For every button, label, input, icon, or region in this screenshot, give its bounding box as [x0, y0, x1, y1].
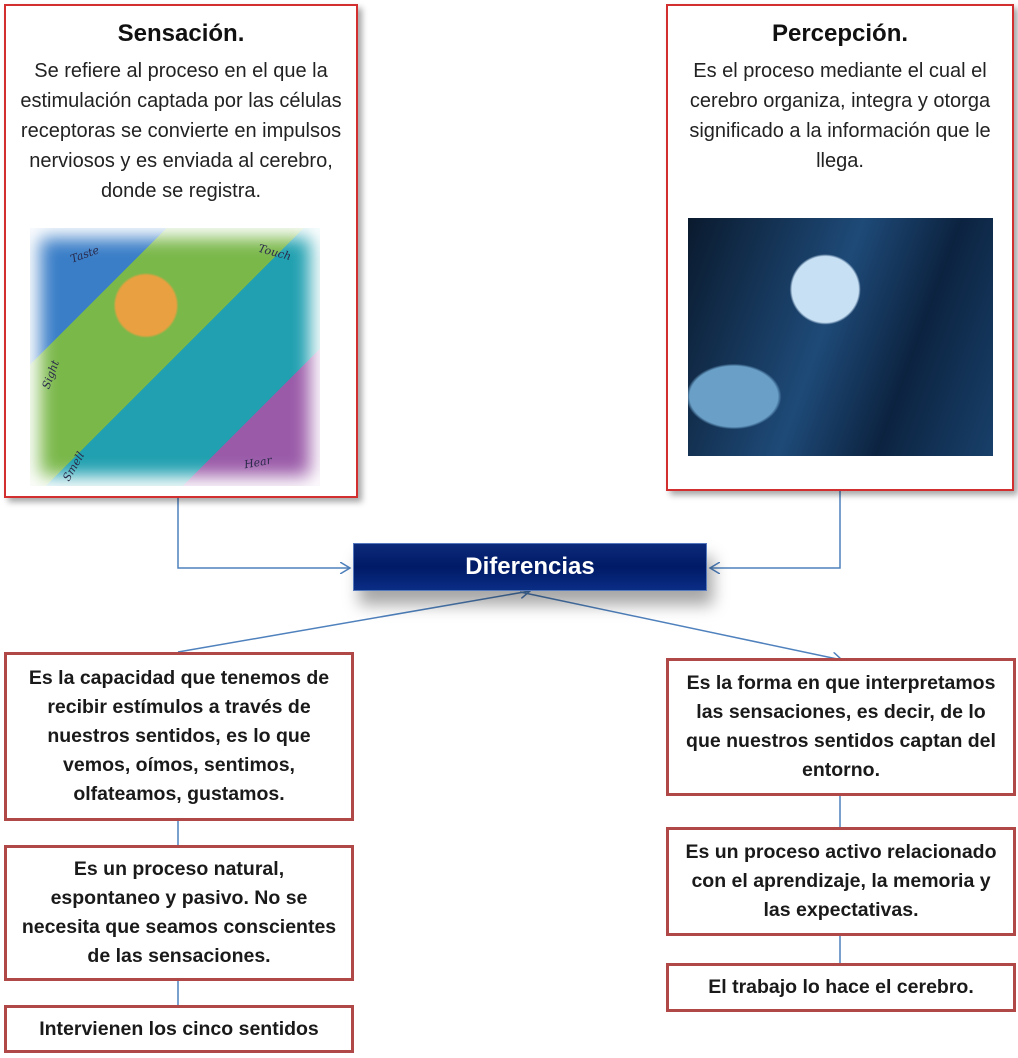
label-hear: Hear — [243, 453, 273, 472]
percepcion-title: Percepción. — [771, 20, 909, 47]
percepcion-text: Es el proceso mediante el cual el cerebro organiza, integra y otorga significado a la información que le llega. — [689, 60, 991, 172]
left-item-1: Es la capacidad que tenemos de recibir estímulos a través de nuestros sentidos, es lo que vemos, oímos, sentimos, olfateamos, gustamos. — [4, 652, 354, 821]
left-item-3: Intervienen los cinco sentidos — [4, 1005, 354, 1053]
label-touch: Touch — [256, 241, 293, 264]
label-smell: Smell — [60, 449, 88, 484]
sensacion-text: Se refiere al proceso en el que la estimulación captada por las células receptoras se convierte en impulsos nerviosos y es enviada al cerebro, donde se registra. — [20, 60, 342, 202]
label-taste: Taste — [68, 243, 101, 266]
brain-eye-image — [688, 218, 993, 456]
left-item-2: Es un proceso natural, espontaneo y pasivo. No se necesita que seamos conscientes de las sensaciones. — [4, 845, 354, 981]
diferencias-node: Diferencias — [353, 543, 707, 591]
label-sight: Sight — [39, 358, 62, 391]
sensacion-box — [4, 4, 358, 498]
sensacion-title: Sensación. — [117, 20, 245, 47]
right-item-2: Es un proceso activo relacionado con el aprendizaje, la memoria y las expectativas. — [666, 827, 1016, 936]
right-item-3: El trabajo lo hace el cerebro. — [666, 963, 1016, 1012]
percepcion-box — [666, 4, 1014, 491]
right-item-1: Es la forma en que interpretamos las sensaciones, es decir, de lo que nuestros sentidos captan del entorno. — [666, 658, 1016, 796]
senses-illustration — [30, 228, 320, 486]
